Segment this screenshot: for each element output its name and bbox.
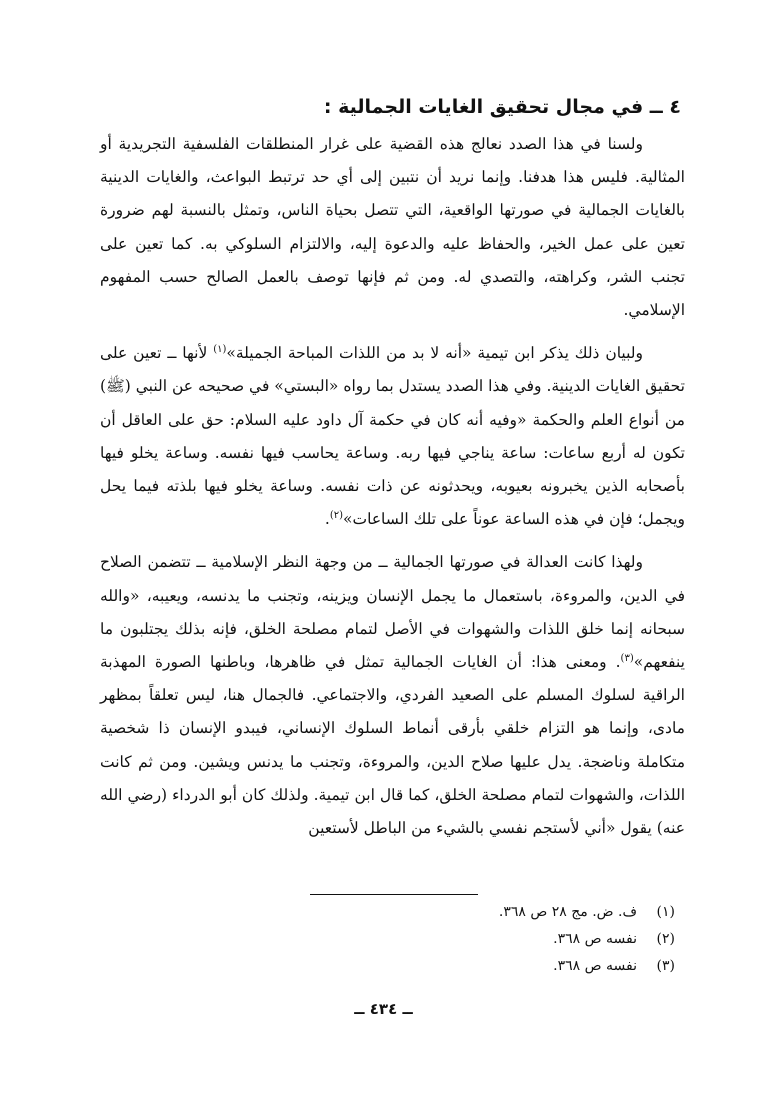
footnote-2-number: (٢)	[656, 931, 675, 947]
footnote-divider	[310, 894, 478, 895]
page-body	[100, 92, 685, 855]
paragraph-3-text-end: . ومعنى هذا: أن الغايات الجمالية تمثل في ظاهرها، وباطنها الصورة المهذبة الراقية لسلوك المسلم على الصعيد الفردي، والاجتماعي. فالجمال هنا، ليس تعلقاً بمظهر مادى، وإنما هو التزام خلقي بأرقى أنماط السلوك الإنساني، فيبدو الإنسان ذا شخصية متكاملة وناضجة. يدل عليها صلاح الدين، والمروءة، وتجنب ما يدنس ويشين. ومن ثم كانت اللذات، والشهوات لتمام مصلحة الخلق، كما قال ابن تيمية. ولذلك كان أبو الدرداء (رضي الله عنه) يقول «أني لأستجم نفسي بالشيء من الباطل لأستعين	[100, 653, 685, 838]
section-heading: ٤ ــ في مجال تحقيق الغايات الجمالية :	[323, 96, 681, 118]
footnote-2	[200, 926, 675, 953]
footnote-3-number: (٣)	[656, 958, 675, 974]
footnote-3	[200, 953, 675, 980]
footnote-1	[200, 899, 675, 926]
footnote-1-text: ف. ض. مج ٢٨ ص ٣٦٨.	[498, 904, 637, 920]
paragraph-3	[100, 546, 685, 845]
footnote-ref-1[interactable]: (١)	[213, 344, 227, 356]
page-number: ــ ٤٣٤ ــ	[354, 1000, 413, 1018]
footnote-3-text: نفسه ص ٣٦٨.	[553, 958, 637, 974]
paragraph-1	[100, 128, 685, 327]
footnote-2-text: نفسه ص ٣٦٨.	[553, 931, 637, 947]
footnote-1-number: (١)	[656, 904, 675, 920]
paragraph-2-text-middle: لأنها ــ تعين على تحقيق الغايات الدينية. وفي هذا الصدد يستدل بما رواه «البستي» في صحيحه عن النبي (ﷺ) من أنواع العلم والحكمة «وفيه أنه كان في حكمة آل داود عليه السلام: حق على العاقل أن تكون له أربع ساعات: ساعة يناجي فيها ربه. وساعة يحاسب فيها نفسه. وساعة يخلو فيها بأصحابه الذين يخبرونه بعيوبه، ويحدثونه عن ذات نفسه. وساعة يخلو فيها بلذته فيما يحل ويجمل؛ فإن في هذه الساعة عوناً على تلك الساعات»	[100, 344, 685, 529]
paragraph-2	[100, 337, 685, 536]
footnote-ref-3[interactable]: (٣)	[620, 652, 634, 664]
paragraph-3-text-start: ولهذا كانت العدالة في صورتها الجمالية ــ من وجهة النظر الإسلامية ــ تتضمن الصلاح في الدين، والمروءة، باستعمال ما يجمل الإنسان ويزينه، وتجنب ما يدنسه، ويعيبه، «والله سبحانه إنما خلق اللذات والشهوات في الأصل لتمام مصلحة الخلق، فإنه بذلك يجتلبون ما ينفعهم»	[100, 553, 685, 672]
paragraph-2-text-end: .	[324, 510, 330, 529]
paragraph-1-text: ولسنا في هذا الصدد نعالج هذه القضية على غرار المنطلقات الفلسفية التجريدية أو المثالية. فليس هذا هدفنا. وإنما نريد أن نتبين إلى أي حد ترتبط البواعث، والغايات الدينية بالغايات الجمالية في صورتها الواقعية، التي تتصل بحياة الناس، وتمثل بالنسبة لهم ضرورة تعين على عمل الخير، والحفاظ عليه والدعوة إليه، والالتزام السلوكي به. كما تعين على تجنب الشر، وكراهته، والتصدي له. ومن ثم فإنها توصف بالعمل الصالح حسب المفهوم الإسلامي.	[100, 135, 685, 320]
footnotes	[200, 899, 675, 980]
paragraph-2-text-start: ولبيان ذلك يذكر ابن تيمية «أنه لا بد من اللذات المباحة الجميلة»	[226, 344, 643, 363]
footnote-ref-2[interactable]: (٢)	[329, 510, 344, 522]
